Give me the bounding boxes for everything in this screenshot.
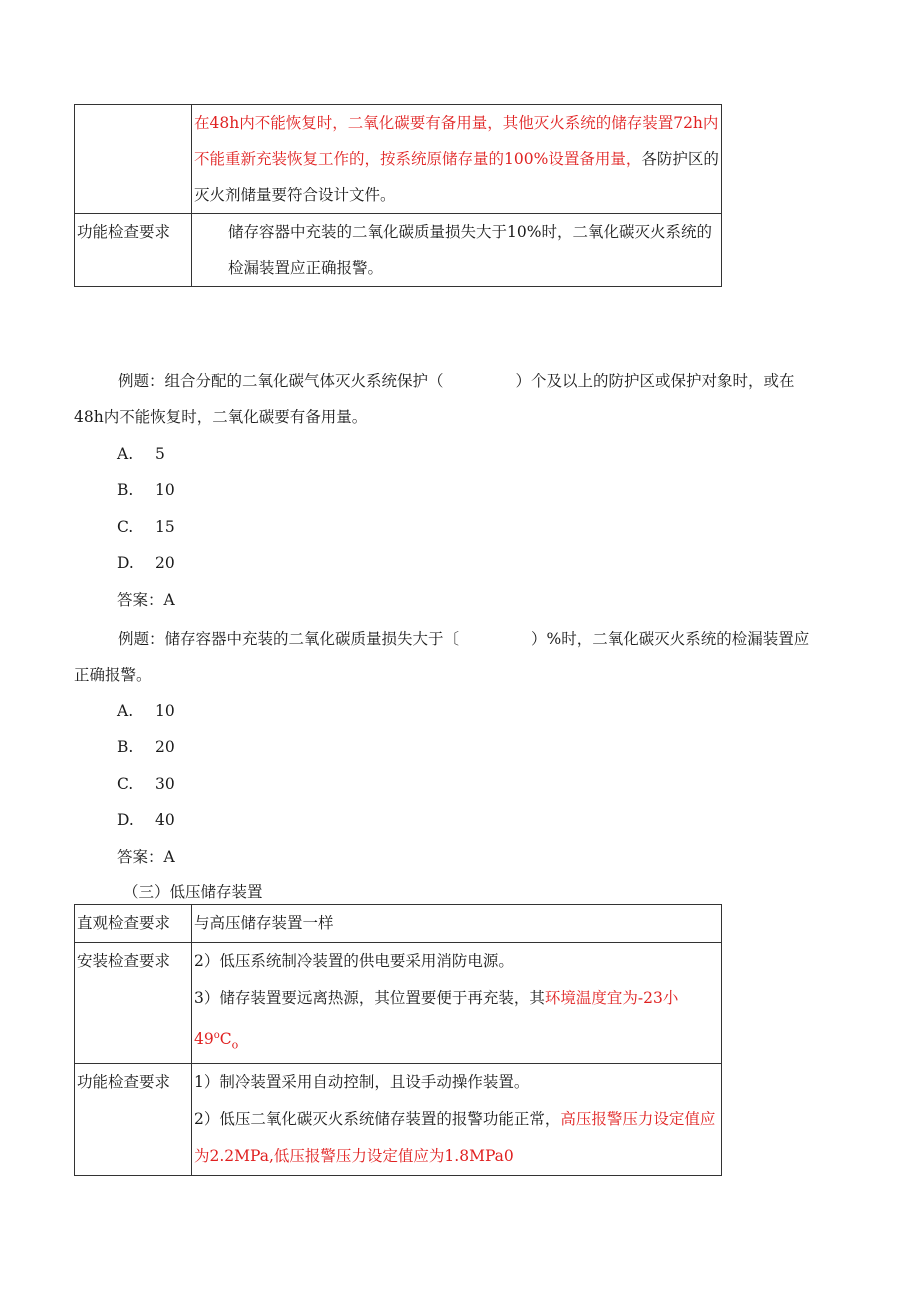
highlight-text: 环境温度宜为-23小 bbox=[544, 989, 679, 1007]
body-text: 各防护区的灭火剂储量要符合设计文件。 bbox=[194, 150, 719, 204]
table-storage-continuation bbox=[74, 104, 722, 287]
highlight-text: 在48h内不能恢复时，二氧化碳要有备用量，其他灭火系统的储存装置72h内不能重新充装恢复工作的，按系统原储存量的100%设置备用量， bbox=[194, 114, 719, 168]
table-row bbox=[75, 1064, 722, 1176]
table-cell-content bbox=[192, 105, 722, 214]
option-c: C. 30 bbox=[117, 775, 175, 793]
table-cell-content: 储存容器中充装的二氧化碳质量损失大于10%时，二氧化碳灭火系统的检漏装置应正确报警。 bbox=[192, 214, 722, 287]
body-text: 1）制冷装置采用自动控制，且设手动操作装置。 bbox=[194, 1073, 530, 1092]
question-2-stem bbox=[74, 621, 812, 693]
option-a: A. 10 bbox=[117, 702, 175, 720]
table-cell-label: 功能检查要求 bbox=[75, 214, 192, 287]
table-cell-content bbox=[192, 1064, 722, 1176]
stem-text: 例题：储存容器中充装的二氧化碳质量损失大于〔 bbox=[118, 630, 460, 648]
body-text: 3）储存装置要远离热源，其位置要便于再充装，其环境温度宜为-23小 bbox=[194, 989, 679, 1007]
option-d: D. 40 bbox=[117, 811, 175, 829]
section-heading: （三）低压储存装置 bbox=[123, 883, 263, 901]
table-row bbox=[75, 105, 722, 214]
stem-text: ）个及以上的防护区或保护对象时，或在48h内不能恢复时，二氧化碳要有备用量。 bbox=[74, 372, 795, 426]
option-b: B. 10 bbox=[117, 481, 175, 499]
option-b: B. 20 bbox=[117, 738, 175, 756]
table-cell-label: 直观检查要求 bbox=[75, 905, 192, 943]
highlight-text: $49^oC_o$ bbox=[194, 1030, 239, 1052]
option-a: A. 5 bbox=[117, 445, 165, 463]
option-c: C. 15 bbox=[117, 518, 175, 536]
table-row bbox=[75, 214, 722, 287]
table-low-pressure-storage bbox=[74, 904, 722, 1176]
table-cell-label bbox=[75, 105, 192, 214]
option-d: D. 20 bbox=[117, 554, 175, 572]
table-row bbox=[75, 943, 722, 1064]
table-row bbox=[75, 905, 722, 943]
body-text: 2）低压二氧化碳灭火系统储存装置的报警功能正常，高压报警压力设定值应为2.2MPa,低压报警压力设定值应为1.8MPa0 bbox=[194, 1110, 716, 1166]
answer-line: 答案：A bbox=[117, 591, 175, 609]
table-cell-content bbox=[192, 943, 722, 1064]
question-1-stem bbox=[74, 363, 812, 435]
highlight-text: 高压报警压力设定值应为2.2MPa,低压报警压力设定值应为1.8MPa0 bbox=[194, 1110, 716, 1166]
body-text: 2）低压系统制冷装置的供电要采用消防电源。 bbox=[194, 952, 514, 970]
table-cell-content: 与高压储存装置一样 bbox=[192, 905, 722, 943]
table-cell-label: 功能检查要求 bbox=[75, 1064, 192, 1176]
table-cell-label: 安装检查要求 bbox=[75, 943, 192, 1064]
stem-text: 例题：组合分配的二氧化碳气体灭火系统保护（ bbox=[118, 372, 444, 390]
answer-line: 答案：A bbox=[117, 848, 175, 866]
stem-text: ）%时，二氧化碳灭火系统的检漏装置应正确报警。 bbox=[74, 630, 810, 684]
